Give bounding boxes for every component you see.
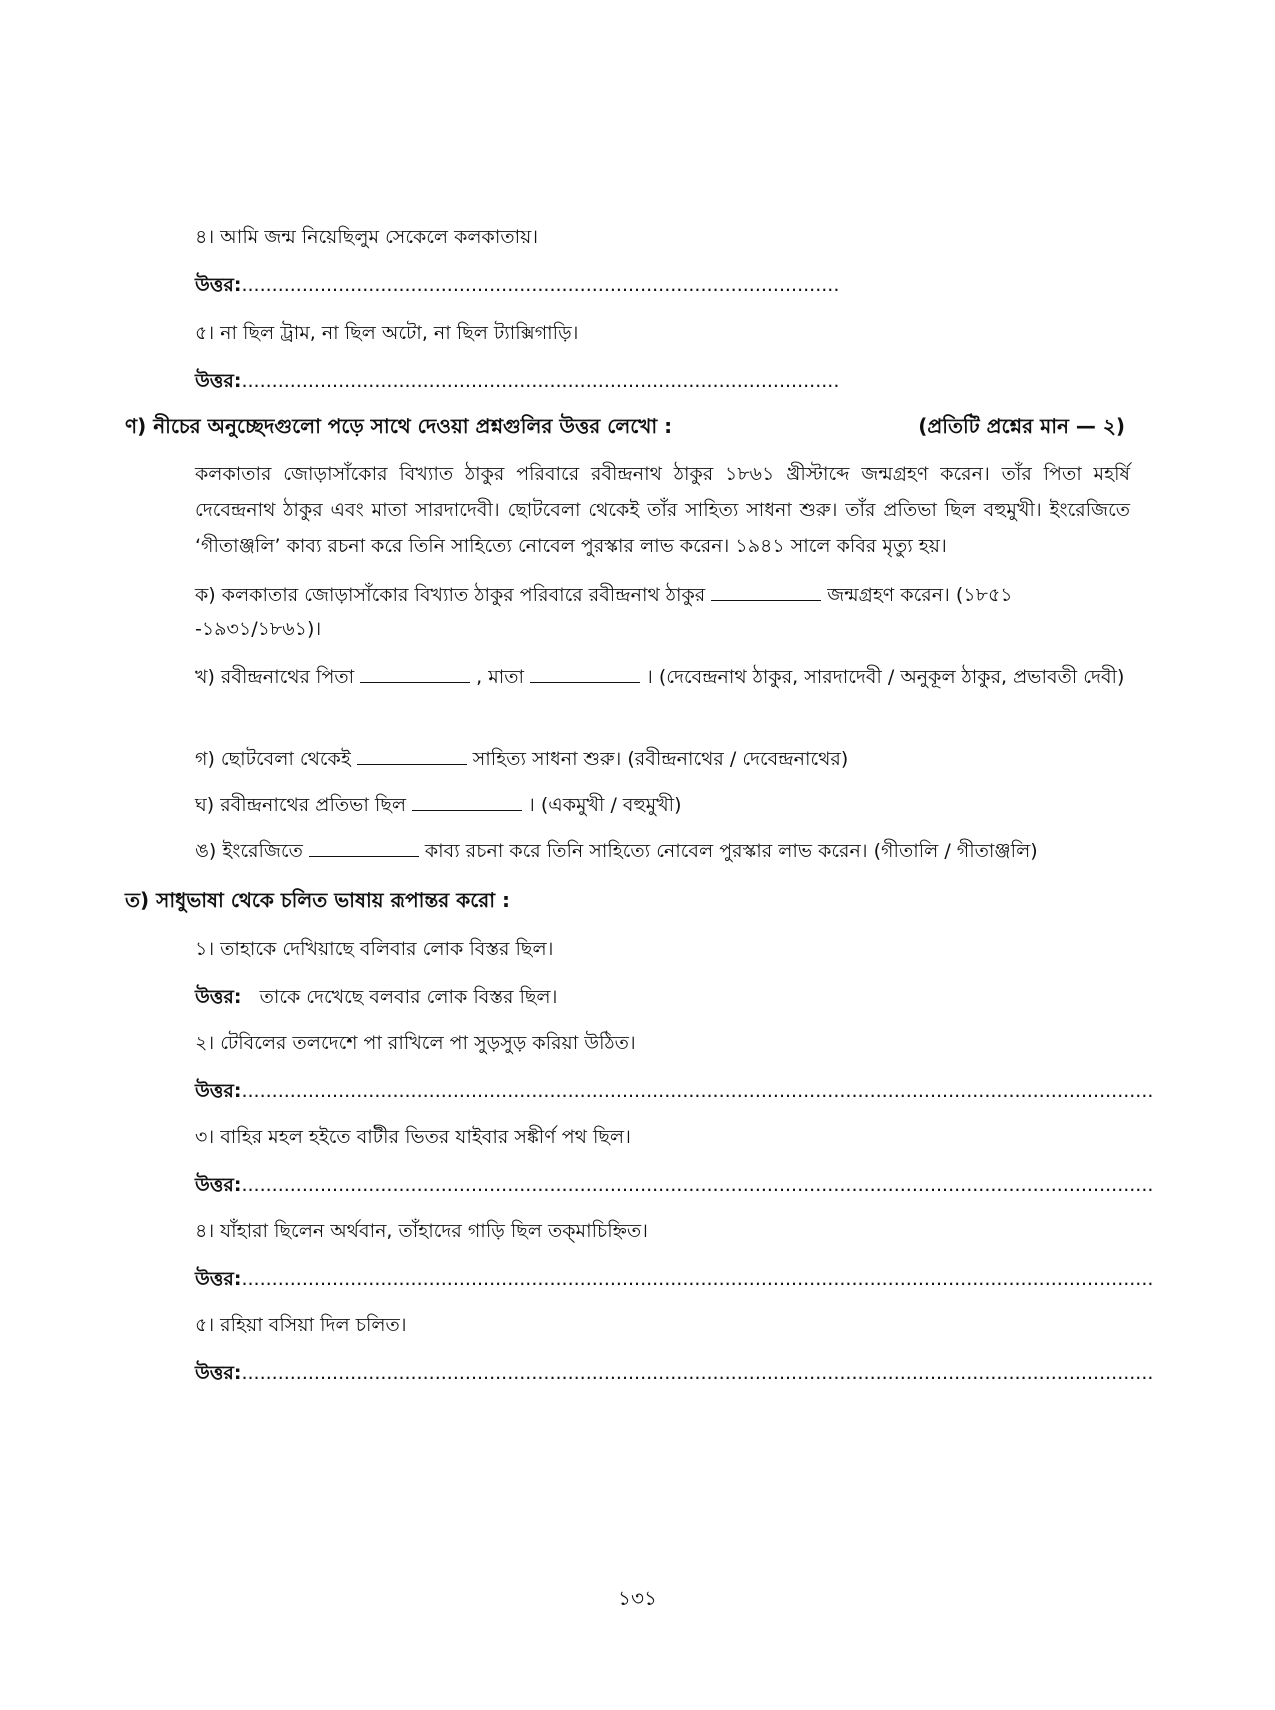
answer-dots: ....................................................................................................................................................... <box>241 1174 1154 1196</box>
section-t-heading: ত) সাধুভাষা থেকে চলিত ভাষায় রূপান্তর করো : <box>125 888 511 912</box>
question-ga-text-a: গ) ছোটবেলা থেকেই <box>195 748 351 770</box>
question-gha-text-b: । (একমুখী / বহুমুখী) <box>528 794 682 816</box>
answer-dots: ....................................................................................................................................................... <box>241 1362 1154 1384</box>
answer-label: উত্তর: <box>195 274 242 296</box>
answer-line-4[interactable] <box>195 272 839 298</box>
question-gha <box>195 788 1130 822</box>
t-answer-line-5[interactable] <box>195 1360 1153 1386</box>
fill-blank[interactable] <box>309 838 419 857</box>
question-nga-text-b: কাব্য রচনা করে তিনি সাহিত্যে নোবেল পুরস্কার লাভ করেন। (গীতালি / গীতাঞ্জলি) <box>424 840 1038 862</box>
t-answer-line-3[interactable] <box>195 1172 1153 1198</box>
question-ka-text-a: ক) কলকাতার জোড়াসাঁকোর বিখ্যাত ঠাকুর পরিবারে রবীন্দ্রনাথ ঠাকুর <box>195 584 706 606</box>
answer-text: তাকে দেখেছে বলবার লোক বিস্তর ছিল। <box>259 986 558 1008</box>
answer-dots: ....................................................................................................................................................... <box>241 1080 1154 1102</box>
question-gha-text-a: ঘ) রবীন্দ্রনাথের প্রতিভা ছিল <box>195 794 406 816</box>
fill-blank[interactable] <box>711 582 821 601</box>
question-ga <box>195 742 1130 776</box>
t-answer-line-4[interactable] <box>195 1266 1153 1292</box>
question-kha-text-c: । (দেবেন্দ্রনাথ ঠাকুর, সারদাদেবী / অনুকূল ঠাকুর, প্রভাবতী দেবী) <box>646 666 1125 688</box>
question-nga-text-a: ঙ) ইংরেজিতে <box>195 840 303 862</box>
t-answer-line-2[interactable] <box>195 1078 1153 1104</box>
section-n-heading: ণ) নীচের অনুচ্ছেদগুলো পড়ে সাথে দেওয়া প্রশ্নগুলির উত্তর লেখো : <box>125 414 673 438</box>
answer-dots: ................................................................................................... <box>241 370 840 392</box>
answer-label: উত্তর: <box>195 1080 242 1102</box>
answer-line-5[interactable] <box>195 368 839 394</box>
answer-label: উত্তর: <box>195 986 242 1008</box>
fill-blank[interactable] <box>412 792 522 811</box>
passage: কলকাতার জোড়াসাঁকোর বিখ্যাত ঠাকুর পরিবারে রবীন্দ্রনাথ ঠাকুর ১৮৬১ খ্রীস্টাব্দে জন্মগ্রহণ করেন। তাঁর পিতা মহর্ষি দেবেন্দ্রনাথ ঠাকুর এবং মাতা সারদাদেবী। ছোটবেলা থেকেই তাঁর সাহিত্য সাধনা শুরু। তাঁর প্রতিভা ছিল বহুমুখী। ইংরেজিতে ‘গীতাঞ্জলি’ কাব্য রচনা করে তিনি সাহিত্যে নোবেল পুরস্কার লাভ করেন। ১৯৪১ সালে কবির মৃত্যু হয়। <box>195 463 1130 557</box>
question-kha-text-a: খ) রবীন্দ্রনাথের পিতা <box>195 666 355 688</box>
question-5: ৫। না ছিল ট্রাম, না ছিল অটো, না ছিল ট্যাক্সিগাড়ি। <box>195 322 579 344</box>
section-n-marks: (প্রতিটি প্রশ্নের মান — ২) <box>918 414 1125 438</box>
question-nga <box>195 834 1130 868</box>
answer-label: উত্তর: <box>195 1268 242 1290</box>
t-question-2: ২। টেবিলের তলদেশে পা রাখিলে পা সুড়সুড় করিয়া উঠিত। <box>195 1032 636 1054</box>
fill-blank[interactable] <box>357 746 467 765</box>
answer-dots: ....................................................................................................................................................... <box>241 1268 1154 1290</box>
question-ka-text-b: জন্মগ্রহণ করেন। (১৮৫১ -১৯৩১/১৮৬১)। <box>195 584 1013 640</box>
question-4: ৪। আমি জন্ম নিয়েছিলুম সেকেলে কলকাতায়। <box>195 226 539 248</box>
fill-blank[interactable] <box>530 664 640 683</box>
question-ka <box>195 578 1130 646</box>
page-number: ১৩১ <box>618 1586 657 1610</box>
fill-blank[interactable] <box>360 664 470 683</box>
t-question-4: ৪। যাঁহারা ছিলেন অর্থবান, তাঁহাদের গাড়ি ছিল তক্‌মাচিহ্নিত। <box>195 1220 648 1242</box>
t-answer-1 <box>195 984 557 1010</box>
answer-label: উত্তর: <box>195 1362 242 1384</box>
question-kha <box>195 660 1130 694</box>
question-ga-text-b: সাহিত্য সাধনা শুরু। (রবীন্দ্রনাথের / দেবেন্দ্রনাথের) <box>472 748 849 770</box>
question-kha-text-b: , মাতা <box>476 666 525 688</box>
answer-label: উত্তর: <box>195 370 242 392</box>
answer-dots: ................................................................................................... <box>241 274 840 296</box>
t-question-3: ৩। বাহির মহল হইতে বাটীর ভিতর যাইবার সঙ্কীর্ণ পথ ছিল। <box>195 1126 631 1148</box>
t-question-5: ৫। রহিয়া বসিয়া দিল চলিত। <box>195 1314 407 1336</box>
answer-label: উত্তর: <box>195 1174 242 1196</box>
t-question-1: ১। তাহাকে দেখিয়াছে বলিবার লোক বিস্তর ছিল। <box>195 938 554 960</box>
